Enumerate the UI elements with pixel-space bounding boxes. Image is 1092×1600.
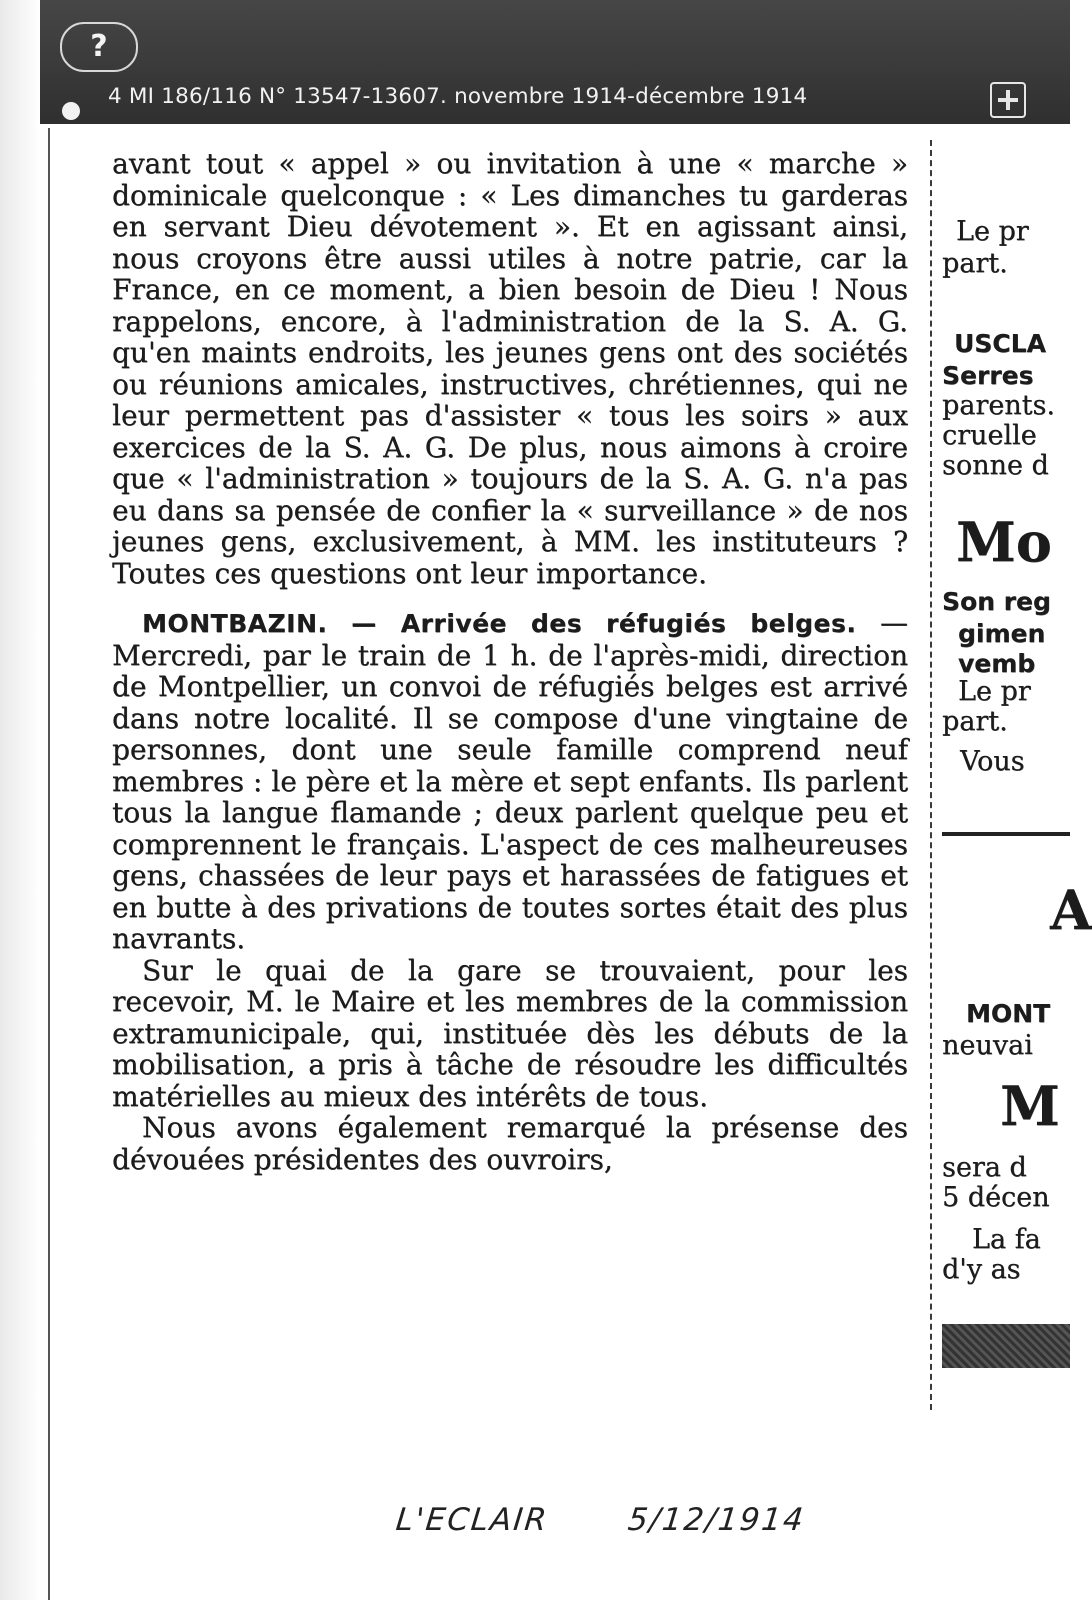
handwritten-date: 5/12/1914 (626, 1502, 807, 1538)
section-body: — Mercredi, par le train de 1 h. de l'après-midi, direction de Montpellier, un convoi de réfugiés belges est arrivé dans notre localité. Il se compose d'une vingtaine de personnes, dont une seule famille comprend neuf membres : le père et la mère et sept enfants. Ils parlent tous la langue flamande ; deux parlent quelque peu et comprennent le français. L'aspect de ces malheureuses gens, chassées de leur pays et harassées de fatigues et en butte à des privations de toutes sortes était des plus navrants. (112, 606, 908, 955)
rc-line: La fa (972, 1224, 1041, 1255)
scan-edge (0, 0, 40, 1600)
section-heading: MONTBAZIN. — Arrivée des réfugiés belges. (142, 609, 857, 638)
column-divider (930, 140, 932, 1410)
rc-big-heading: M (1000, 1074, 1060, 1138)
rc-line: parents. (942, 390, 1055, 421)
plus-square-icon[interactable] (990, 82, 1026, 118)
rc-line: sera d (942, 1152, 1027, 1183)
rc-line: Le pr (956, 216, 1029, 247)
rc-line: vemb (958, 649, 1036, 678)
rc-line: d'y as (942, 1254, 1021, 1285)
page-border-line (48, 128, 50, 1600)
article-paragraph-3: Sur le quai de la gare se trouvaient, pour les recevoir, M. le Maire et les membres de la commission extramunicipale, qui, instituée dès les débuts de la mobilisation, a pris à tâche de résoudre les difficultés matérielles au mieux des intérêts de tous. (112, 953, 908, 1113)
rc-dark-block (942, 1324, 1070, 1368)
rc-line: Son reg (942, 587, 1051, 616)
rc-line: Serres (942, 361, 1034, 390)
rc-line: part. (942, 706, 1008, 737)
article-paragraph-1: avant tout « appel » ou invitation à une « marche » dominicale quelconque : « Les dimanches tu garderas en servant Dieu dévotement ». Et en agissant ainsi, nous croyons être aussi utiles à notre patrie, car la France, en ce moment, a bien besoin de Dieu ! Nous rappelons, encore, à l'administration de la S. A. G. qu'en maints endroits, les jeunes gens ont des sociétés ou réunions amicales, instructives, chrétiennes, qui ne leur permettent pas d'assister « tous les soirs » aux exercices de la S. A. G. De plus, nous aimons à croire que « l'administration » toujours de la S. A. G. n'a pas eu dans sa pensée de confier la « surveillance » de nos jeunes gens, exclusivement, à MM. les instituteurs ? Toutes ces questions ont leur importance. (112, 147, 908, 590)
bullet-icon (62, 102, 80, 120)
rc-line: sonne d (942, 450, 1049, 481)
rc-heading: USCLA (954, 329, 1046, 358)
help-button[interactable]: ? (60, 22, 138, 72)
rc-big-heading: Mo (956, 510, 1052, 574)
rc-big-heading: A (1050, 878, 1092, 942)
adjacent-column-clipped (942, 140, 1092, 1440)
handwritten-paper-name: L'ECLAIR (394, 1502, 551, 1538)
rc-line: 5 décen (942, 1182, 1050, 1213)
article-column (112, 148, 908, 1175)
rc-line: MONT (966, 999, 1051, 1028)
rc-line: Le pr (958, 676, 1031, 707)
article-section-montbazin (112, 607, 908, 955)
rc-line: gimen (958, 619, 1046, 648)
rc-rule (942, 832, 1070, 836)
rc-line: Vous (960, 746, 1025, 777)
rc-line: cruelle (942, 420, 1037, 451)
rc-line: neuvai (942, 1030, 1033, 1061)
document-title: 4 MI 186/116 N° 13547-13607. novembre 1914-décembre 1914 (108, 84, 808, 109)
rc-line: part. (942, 248, 1008, 279)
article-paragraph-4: Nous avons également remarqué la présense des dévouées présidentes des ouvroirs, (112, 1111, 908, 1176)
